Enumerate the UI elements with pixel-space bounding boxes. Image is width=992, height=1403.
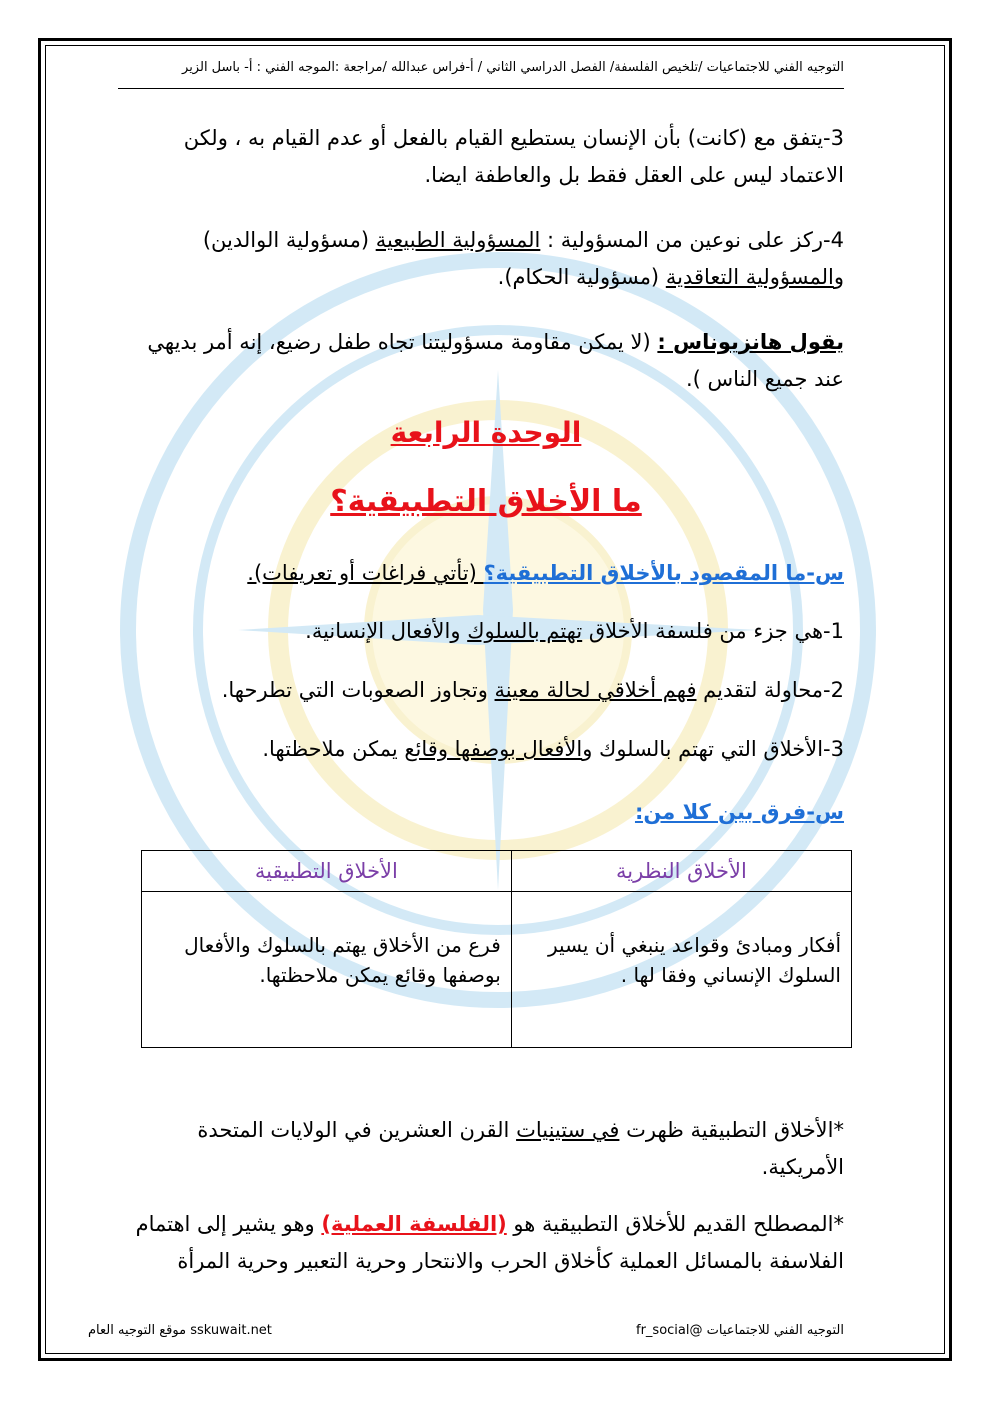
- table-cell-applied: فرع من الأخلاق يهتم بالسلوك والأفعال بوصفها وقائع يمكن ملاحظتها.: [142, 892, 512, 1048]
- table-row: [142, 892, 852, 1048]
- definition-2-a: 2-محاولة لتقديم: [696, 678, 844, 702]
- definition-3-a: 3-الأخلاق التي تهتم بالسلوك و: [582, 737, 844, 761]
- note-1-b: في ستينيات: [516, 1118, 620, 1142]
- note-1: [128, 1112, 844, 1186]
- unit-title: الوحدة الرابعة: [390, 416, 582, 449]
- definition-2-c: وتجاوز الصعوبات التي تطرحها.: [221, 678, 495, 702]
- footer-right: التوجيه الفني للاجتماعيات @fr_social: [636, 1323, 844, 1338]
- definition-1-b: تهتم بالسلوك: [467, 619, 583, 643]
- note-2: [108, 1206, 844, 1280]
- question-1: [128, 555, 844, 592]
- quote-label: يقول هانزيوناس :: [657, 330, 844, 354]
- question-1-note: (تأتي فراغات أو تعريفات).: [247, 561, 484, 585]
- definition-1-a: 1-هي جزء من فلسفة الأخلاق: [582, 619, 844, 643]
- jonas-quote: [128, 324, 844, 398]
- note-2-b: (الفلسفة العملية): [321, 1212, 507, 1236]
- point-4-prefix: 4-ركز على نوعين من المسؤولية :: [540, 228, 844, 252]
- table-header-row: [142, 851, 852, 892]
- point-3: 3-يتفق مع (كانت) بأن الإنسان يستطيع القيام بالفعل أو عدم القيام به ، ولكن الاعتماد ليس على العقل فقط بل والعاطفة ايضا.: [183, 126, 844, 187]
- natural-responsibility-note: (مسؤولية الوالدين) و: [202, 228, 844, 289]
- contract-responsibility: المسؤولية التعاقدية: [665, 265, 834, 289]
- table-cell-theoretical: أفكار ومبادئ وقواعد ينبغي أن يسير السلوك الإنساني وفقا لها .: [511, 892, 851, 1048]
- definition-3: [128, 731, 844, 768]
- point-4: [128, 222, 844, 296]
- definition-1: [128, 613, 844, 650]
- definition-2-b: فهم أخلاقي لحالة معينة: [494, 678, 697, 702]
- note-2-a: *المصطلح القديم للأخلاق التطبيقية هو: [506, 1212, 844, 1236]
- note-1-a: *الأخلاق التطبيقية ظهرت: [619, 1118, 844, 1142]
- contract-responsibility-note: (مسؤولية الحكام).: [497, 265, 666, 289]
- question-2-text: س-فرق بين كلا من:: [634, 800, 844, 824]
- lesson-title: ما الأخلاق التطبيقية؟: [330, 484, 642, 519]
- note-2-c: وهو يشير إلى اهتمام الفلاسفة بالمسائل العملية كأخلاق الحرب والانتحار وحرية التعبير وحرية المرأة: [135, 1212, 844, 1273]
- natural-responsibility: المسؤولية الطبيعية: [375, 228, 541, 252]
- definition-1-c: والأفعال الإنسانية.: [305, 619, 468, 643]
- definition-2: [128, 672, 844, 709]
- question-1-text: س-ما المقصود بالأخلاق التطبيقية؟: [483, 561, 844, 585]
- note-1-c: القرن العشرين في الولايات المتحدة الأمريكية.: [197, 1118, 844, 1179]
- header-divider: [118, 88, 844, 89]
- page-header: التوجيه الفني للاجتماعيات /تلخيص الفلسفة/ الفصل الدراسي الثاني / أ-فراس عبدالله /مراجعة :الموجه الفني : أ- باسل الزير: [182, 60, 844, 75]
- definition-3-c: يمكن ملاحظتها.: [262, 737, 405, 761]
- table-header-applied: الأخلاق التطبيقية: [142, 851, 512, 892]
- definition-3-b: الأفعال بوصفها وقائع: [404, 737, 583, 761]
- table-header-theoretical: الأخلاق النظرية: [511, 851, 851, 892]
- quote-text: (لا يمكن مقاومة مسؤوليتنا تجاه طفل رضيع، إنه أمر بديهي عند جميع الناس ).: [147, 330, 844, 391]
- comparison-table: [141, 850, 852, 1048]
- question-2: [128, 794, 844, 831]
- footer-left: sskuwait.net موقع التوجيه العام: [88, 1323, 272, 1338]
